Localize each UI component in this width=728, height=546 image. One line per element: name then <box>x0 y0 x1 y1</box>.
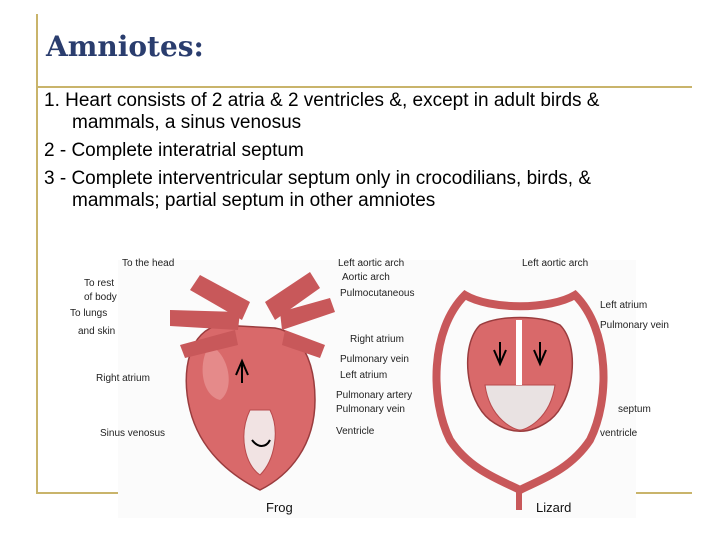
bullet-item: 1. Heart consists of 2 atria & 2 ventricles &, except in adult birds & mammals, a sinus venosus <box>44 90 600 133</box>
bullet-list <box>44 90 664 218</box>
label-left-atrium: Left atrium <box>340 370 388 381</box>
lizard-vessel <box>516 490 522 510</box>
label-right-atrium: Right atrium <box>96 373 150 384</box>
bullet-item: 3 - Complete interventricular septum only in crocodilians, birds, & mammals; partial septum in other amniotes <box>44 168 592 211</box>
label-lizard-right-atrium: Right atrium <box>350 334 404 345</box>
caption-lizard: Lizard <box>536 500 572 515</box>
label-left-aortic: Left aortic arch <box>338 258 405 269</box>
label-pulmonary-vein: Pulmonary vein <box>340 354 409 365</box>
heart-diagram <box>70 250 669 520</box>
caption-frog: Frog <box>266 500 293 515</box>
label-pulmonary-vein-2: Pulmonary vein <box>336 404 405 415</box>
label-of-body: of body <box>84 292 117 303</box>
label-lizard-septum: septum <box>618 404 651 415</box>
bullet-item: 2 - Complete interatrial septum <box>44 140 304 161</box>
label-ventricle: Ventricle <box>336 426 375 437</box>
title-rule <box>38 86 692 88</box>
label-pulmocutaneous: Pulmocutaneous <box>340 288 415 299</box>
label-aortic-arch: Aortic arch <box>342 272 390 283</box>
slide-title: Amniotes: <box>46 30 204 63</box>
label-lizard-left-atrium: Left atrium <box>600 300 648 311</box>
label-sinus-venosus: Sinus venosus <box>100 428 166 439</box>
label-to-lungs: To lungs <box>70 308 108 319</box>
label-to-rest: To rest <box>84 278 115 289</box>
label-lizard-pulmonary-vein: Pulmonary vein <box>600 320 669 331</box>
label-lizard-ventricle: ventricle <box>600 428 638 439</box>
label-pulmonary-artery: Pulmonary artery <box>336 390 413 401</box>
lizard-septum <box>516 320 522 385</box>
label-and-skin: and skin <box>78 326 116 337</box>
label-left-aortic-arch: Left aortic arch <box>522 258 589 269</box>
label-to-head: To the head <box>122 258 175 269</box>
